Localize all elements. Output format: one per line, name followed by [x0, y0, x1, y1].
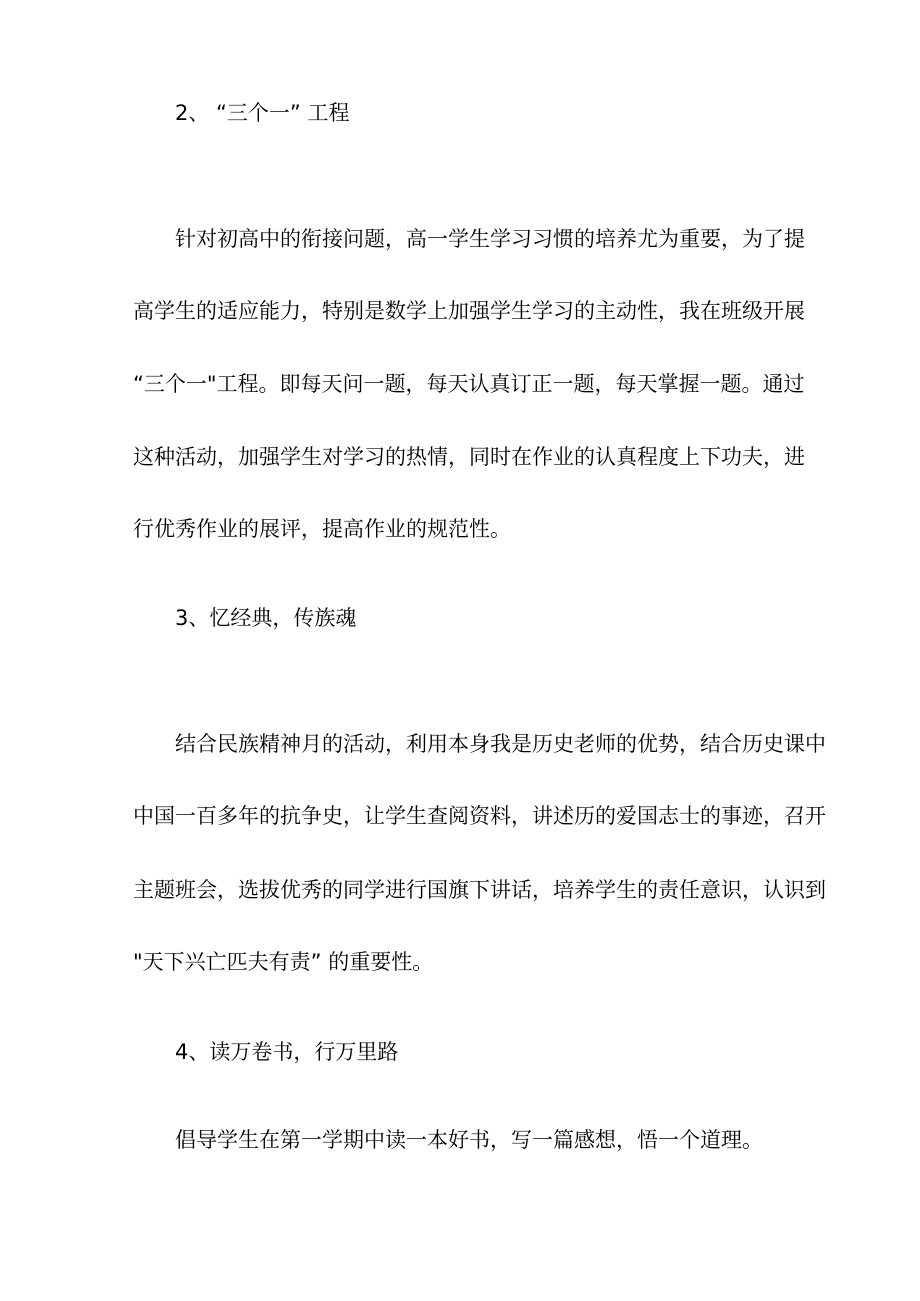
section-heading: 4、读万卷书，行万里路	[175, 1040, 399, 1064]
paragraph-line: 行优秀作业的展评，提高作业的规范性。	[133, 517, 511, 541]
paragraph-line: "天下兴亡匹夫有责” 的重要性。	[133, 950, 434, 974]
paragraph-line: 结合民族精神月的活动，利用本身我是历史老师的优势，结合历史课中	[175, 732, 826, 756]
section-heading: 2、 “三个一” 工程	[175, 101, 350, 125]
paragraph-line: 主题班会，选拔优秀的同学进行国旗下讲话，培养学生的责任意识，认识到	[133, 878, 826, 902]
paragraph-line: “三个一"工程。即每天问一题，每天认真订正一题，每天掌握一题。通过	[133, 372, 805, 396]
paragraph-line: 倡导学生在第一学期中读一本好书，写一篇感想，悟一个道理。	[175, 1128, 763, 1152]
section-heading: 3、忆经典，传族魂	[175, 606, 357, 630]
paragraph-line: 中国一百多年的抗争史，让学生查阅资料，讲述历的爱国志士的事迹，召开	[133, 804, 826, 828]
paragraph-line: 高学生的适应能力，特别是数学上加强学生学习的主动性，我在班级开展	[133, 299, 805, 323]
paragraph-line: 这种活动，加强学生对学习的热情，同时在作业的认真程度上下功夫，进	[133, 445, 805, 469]
paragraph-line: 针对初高中的衔接问题，高一学生学习习惯的培养尤为重要，为了提	[175, 227, 805, 251]
